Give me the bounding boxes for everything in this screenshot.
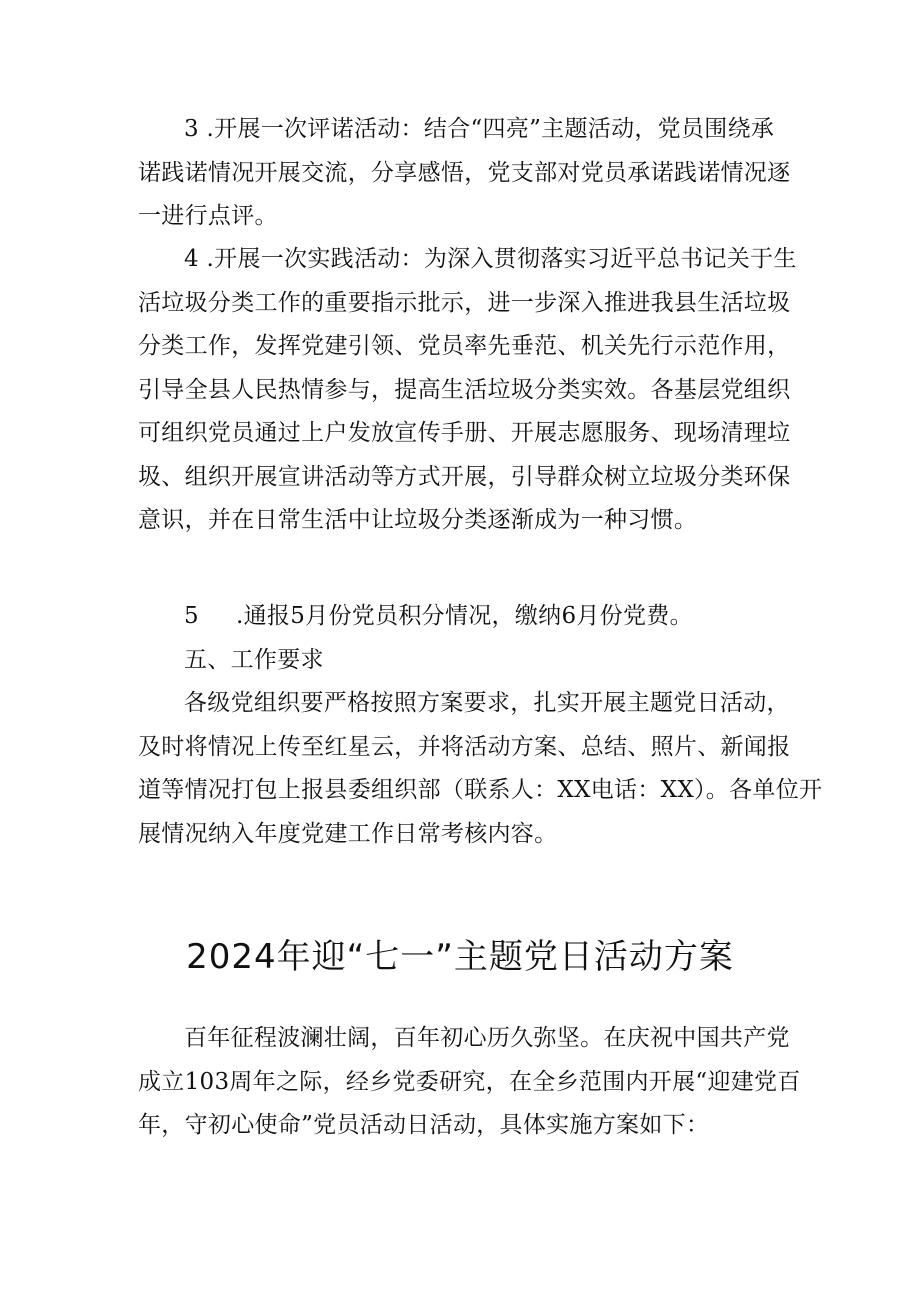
requirements-line-4: 展情况纳入年度党建工作日常考核内容。 [138,820,558,847]
document-title: 2024年迎“七一”主题党日活动方案 [186,937,734,977]
section-5-heading-text: 五、工作要求 [184,647,324,673]
item-4-line-6: 圾、组织开展宣讲活动等方式开展，引导群众树立垃圾分类环保 [138,463,791,490]
requirements-line-3: 道等情况打包上报县委组织部（联系人：XX电话：XX）。各单位开 [138,777,823,803]
intro-line-1: 百年征程波澜壮阔，百年初心历久弥坚。在庆祝中国共产党 [184,1025,790,1051]
intro-paragraph [138,1017,801,1148]
requirements-paragraph [138,682,823,856]
item-3-paragraph [138,108,794,239]
item-5-line [138,595,794,639]
requirements-line-1: 各级党组织要严格按照方案要求，扎实开展主题党日活动， [184,690,790,716]
item-3-line-2: 诺践诺情况开展交流，分享感悟，党支部对党员承诺践诺情况逐 [138,159,791,186]
section-5-heading [138,639,794,683]
item-4-line-1: 4 .开展一次实践活动：为深入贯彻落实习近平总书记关于生 [184,246,797,272]
intro-line-3: 年，守初心使命”党员活动日活动，具体实施方案如下： [138,1112,710,1138]
item-4-line-4: 引导全县人民热情参与，提高生活垃圾分类实效。各基层党组织 [138,376,791,403]
item-4-line-2: 活垃圾分类工作的重要指示批示，进一步深入推进我县生活垃圾 [138,289,791,316]
item-3-line-1: 3 .开展一次评诺活动：结合“四亮”主题活动，党员围绕承 [184,116,775,142]
item-5-number: 5 [184,603,199,629]
item-4-paragraph [138,238,797,543]
item-4-line-3: 分类工作，发挥党建引领、党员率先垂范、机关先行示范作用， [138,333,791,359]
item-3-line-3: 一进行点评。 [138,203,278,229]
requirements-line-2: 及时将情况上传至红星云，并将活动方案、总结、照片、新闻报 [138,733,791,760]
item-5-paragraph [138,595,794,639]
intro-line-2: 成立103周年之际，经乡党委研究，在全乡范围内开展“迎建党百 [138,1068,801,1095]
item-5-text: .通报5月份党员积分情况，缴纳6月份党费。 [236,603,693,629]
item-4-line-5: 可组织党员通过上户发放宣传手册、开展志愿服务、现场清理垃 [138,420,791,446]
item-4-line-7: 意识，并在日常生活中让垃圾分类逐渐成为一种习惯。 [138,507,698,533]
